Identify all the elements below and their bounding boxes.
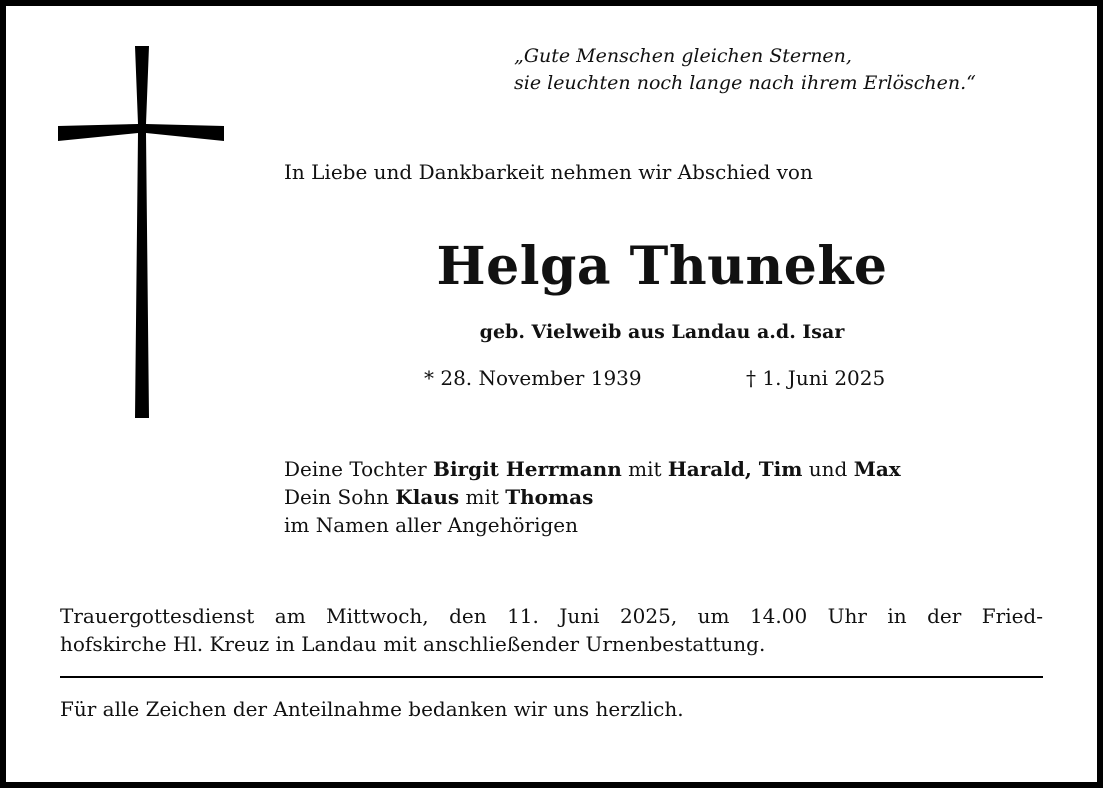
thanks-text: Für alle Zeichen der Anteilnahme bedanken wir uns herzlich.: [60, 697, 684, 721]
quote: [514, 43, 976, 97]
quote-line-2: sie leuchten noch lange nach ihrem Erlöschen.“: [514, 72, 976, 94]
family-signature: [284, 455, 901, 539]
family-name: Thomas: [505, 485, 594, 509]
family-text: mit: [459, 485, 506, 509]
birth-name: geb. Vielweib aus Landau a.d. Isar: [479, 321, 845, 343]
birth-date: * 28. November 1939: [424, 366, 642, 390]
intro-text: In Liebe und Dankbarkeit nehmen wir Abschied von: [284, 160, 813, 184]
service-info: [60, 602, 1043, 658]
family-text: und: [802, 457, 854, 481]
family-line-relatives: im Namen aller Angehörigen: [284, 513, 579, 537]
cross-icon: [56, 46, 226, 418]
quote-line-1: „Gute Menschen gleichen Sternen,: [514, 45, 852, 67]
family-text: mit: [621, 457, 668, 481]
family-text: Dein Sohn: [284, 485, 396, 509]
family-text: Deine Tochter: [284, 457, 434, 481]
family-line-son: [284, 483, 901, 511]
service-line-1: Trauergottesdienst am Mittwoch, den 11. Juni 2025, um 14.00 Uhr in der Fried-: [60, 604, 1043, 628]
family-name: Birgit Herrmann: [433, 457, 622, 481]
family-name: Max: [853, 457, 901, 481]
deceased-name: Helga Thuneke: [436, 236, 888, 297]
family-line-daughter: [284, 455, 901, 483]
service-line-2: hofskirche Hl. Kreuz in Landau mit anschließender Urnenbestattung.: [60, 632, 766, 656]
divider: [60, 676, 1043, 678]
death-date: † 1. Juni 2025: [746, 366, 886, 390]
family-name: Harald, Tim: [667, 457, 803, 481]
family-name: Klaus: [395, 485, 460, 509]
